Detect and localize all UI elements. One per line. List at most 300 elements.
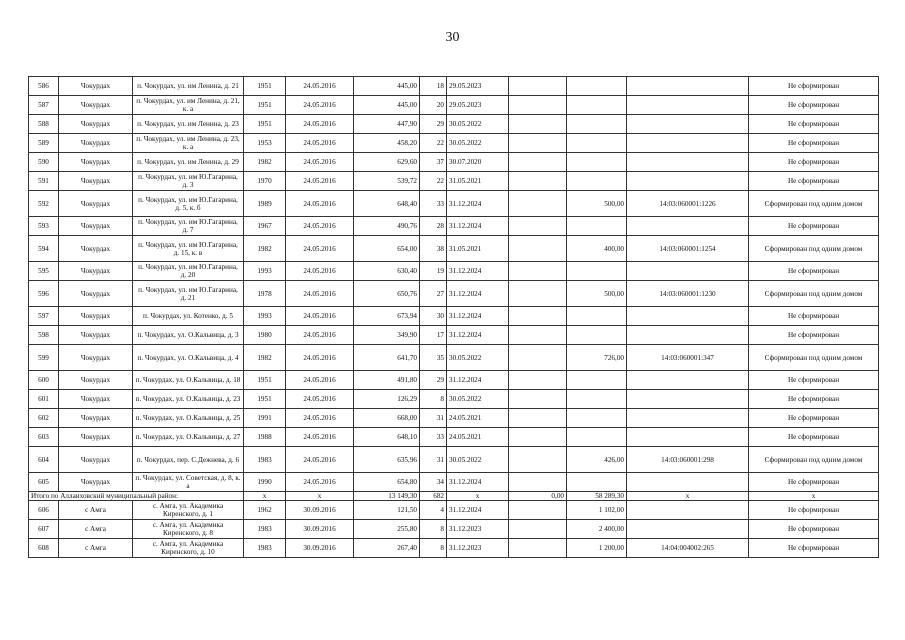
land-area-cell: [567, 134, 627, 153]
cadastral-number-cell: [627, 326, 749, 345]
locality-cell: Чокурдах: [59, 115, 133, 134]
inspection-date-cell: 24.05.2016: [286, 428, 354, 447]
residents-cell: 27: [420, 281, 447, 307]
row-number-cell: 587: [29, 96, 59, 115]
build-year-cell: 1982: [244, 345, 286, 371]
build-year-cell: 1982: [244, 153, 286, 172]
land-status-cell: Не сформирован: [749, 172, 879, 191]
table-row: [29, 172, 879, 191]
locality-cell: Чокурдах: [59, 191, 133, 217]
cadastral-number-cell: [627, 77, 749, 96]
build-year-cell: 1982: [244, 236, 286, 262]
residents-cell: 4: [420, 501, 447, 520]
build-year-cell: 1951: [244, 371, 286, 390]
amount-1-cell: [509, 409, 567, 428]
row-number-cell: 594: [29, 236, 59, 262]
table-row: [29, 134, 879, 153]
land-area-cell: [567, 217, 627, 236]
area-cell: 654,80: [354, 473, 420, 492]
table-row: [29, 501, 879, 520]
area-cell: 630,40: [354, 262, 420, 281]
locality-cell: Чокурдах: [59, 409, 133, 428]
area-cell: 673,94: [354, 307, 420, 326]
cadastral-number-cell: 14:03:060001:347: [627, 345, 749, 371]
address-cell: п. Чокурдах, ул. Советская, д. 8, к. а: [133, 473, 244, 492]
inspection-date-cell: 24.05.2016: [286, 390, 354, 409]
land-status-cell: Не сформирован: [749, 307, 879, 326]
land-status-cell: Не сформирован: [749, 134, 879, 153]
deadline-cell: 31.12.2024: [447, 281, 509, 307]
land-status-cell: Не сформирован: [749, 217, 879, 236]
residents-cell: 28: [420, 217, 447, 236]
amount-1-cell: [509, 262, 567, 281]
total-col9: 0,00: [509, 492, 567, 501]
amount-1-cell: [509, 281, 567, 307]
address-cell: п. Чокурдах, ул. им Ю.Гагарина, д. 7: [133, 217, 244, 236]
deadline-cell: 31.12.2024: [447, 501, 509, 520]
row-number-cell: 599: [29, 345, 59, 371]
table-row: [29, 191, 879, 217]
area-cell: 445,00: [354, 77, 420, 96]
table-row: [29, 447, 879, 473]
cadastral-number-cell: [627, 409, 749, 428]
locality-cell: с Амга: [59, 520, 133, 539]
build-year-cell: 1978: [244, 281, 286, 307]
residents-cell: 19: [420, 262, 447, 281]
locality-cell: Чокурдах: [59, 281, 133, 307]
locality-cell: Чокурдах: [59, 217, 133, 236]
address-cell: п. Чокурдах, ул. им Ю.Гагарина, д. 5, к. б: [133, 191, 244, 217]
area-cell: 490,76: [354, 217, 420, 236]
land-area-cell: 2 400,00: [567, 520, 627, 539]
address-cell: п. Чокурдах, ул. им Ленина, д. 29: [133, 153, 244, 172]
deadline-cell: 30.07.2020: [447, 153, 509, 172]
residents-cell: 22: [420, 172, 447, 191]
row-number-cell: 589: [29, 134, 59, 153]
build-year-cell: 1980: [244, 326, 286, 345]
build-year-cell: 1983: [244, 447, 286, 473]
locality-cell: Чокурдах: [59, 236, 133, 262]
inspection-date-cell: 24.05.2016: [286, 371, 354, 390]
deadline-cell: 30.05.2022: [447, 345, 509, 371]
table-row: [29, 326, 879, 345]
address-cell: п. Чокурдах, ул. им Ленина, д. 23, к. а: [133, 134, 244, 153]
row-number-cell: 592: [29, 191, 59, 217]
cadastral-number-cell: [627, 390, 749, 409]
table-row: [29, 520, 879, 539]
cadastral-number-cell: 14:03:060001:1230: [627, 281, 749, 307]
locality-cell: с Амга: [59, 539, 133, 558]
row-number-cell: 605: [29, 473, 59, 492]
area-cell: 654,00: [354, 236, 420, 262]
inspection-date-cell: 24.05.2016: [286, 345, 354, 371]
build-year-cell: 1993: [244, 307, 286, 326]
row-number-cell: 586: [29, 77, 59, 96]
area-cell: 539,72: [354, 172, 420, 191]
cadastral-number-cell: [627, 172, 749, 191]
land-area-cell: 1 102,00: [567, 501, 627, 520]
inspection-date-cell: 24.05.2016: [286, 236, 354, 262]
row-number-cell: 602: [29, 409, 59, 428]
locality-cell: Чокурдах: [59, 77, 133, 96]
total-people: 682: [420, 492, 447, 501]
row-number-cell: 604: [29, 447, 59, 473]
land-status-cell: Сформирован под одним домом: [749, 345, 879, 371]
area-cell: 629,60: [354, 153, 420, 172]
inspection-date-cell: 24.05.2016: [286, 191, 354, 217]
locality-cell: Чокурдах: [59, 428, 133, 447]
build-year-cell: 1991: [244, 409, 286, 428]
row-number-cell: 603: [29, 428, 59, 447]
deadline-cell: 31.12.2024: [447, 191, 509, 217]
row-number-cell: 600: [29, 371, 59, 390]
amount-1-cell: [509, 77, 567, 96]
total-status: x: [749, 492, 879, 501]
residents-cell: 29: [420, 115, 447, 134]
inspection-date-cell: 24.05.2016: [286, 326, 354, 345]
deadline-cell: 31.12.2023: [447, 520, 509, 539]
land-status-cell: Не сформирован: [749, 326, 879, 345]
land-status-cell: Сформирован под одним домом: [749, 236, 879, 262]
row-number-cell: 607: [29, 520, 59, 539]
inspection-date-cell: 24.05.2016: [286, 217, 354, 236]
amount-1-cell: [509, 473, 567, 492]
deadline-cell: 24.05.2021: [447, 409, 509, 428]
inspection-date-cell: 24.05.2016: [286, 262, 354, 281]
total-area: 13 149,30: [354, 492, 420, 501]
address-cell: п. Чокурдах, ул. им Ленина, д. 21, к. а: [133, 96, 244, 115]
cadastral-number-cell: [627, 153, 749, 172]
land-status-cell: Не сформирован: [749, 115, 879, 134]
amount-1-cell: [509, 345, 567, 371]
table-row: [29, 77, 879, 96]
area-cell: 491,80: [354, 371, 420, 390]
land-area-cell: [567, 77, 627, 96]
land-status-cell: Сформирован под одним домом: [749, 281, 879, 307]
table-row: [29, 409, 879, 428]
table-row: [29, 217, 879, 236]
land-area-cell: [567, 371, 627, 390]
residents-cell: 8: [420, 520, 447, 539]
cadastral-number-cell: [627, 473, 749, 492]
housing-registry-table: [28, 76, 879, 558]
row-number-cell: 601: [29, 390, 59, 409]
build-year-cell: 1983: [244, 539, 286, 558]
cadastral-number-cell: [627, 115, 749, 134]
deadline-cell: 31.12.2024: [447, 473, 509, 492]
land-area-cell: [567, 172, 627, 191]
amount-1-cell: [509, 115, 567, 134]
address-cell: п. Чокурдах, ул. О.Кальвица, д. 4: [133, 345, 244, 371]
locality-cell: Чокурдах: [59, 390, 133, 409]
row-number-cell: 590: [29, 153, 59, 172]
amount-1-cell: [509, 326, 567, 345]
deadline-cell: 31.12.2024: [447, 371, 509, 390]
amount-1-cell: [509, 153, 567, 172]
land-area-cell: 726,00: [567, 345, 627, 371]
cadastral-number-cell: [627, 134, 749, 153]
address-cell: п. Чокурдах, ул. им Ю.Гагарина, д. 20: [133, 262, 244, 281]
land-status-cell: Не сформирован: [749, 501, 879, 520]
residents-cell: 31: [420, 447, 447, 473]
land-status-cell: Не сформирован: [749, 473, 879, 492]
total-label: Итого по Аллаиховский муниципальный район:: [29, 492, 244, 501]
land-area-cell: [567, 473, 627, 492]
deadline-cell: 30.05.2022: [447, 447, 509, 473]
build-year-cell: 1983: [244, 520, 286, 539]
build-year-cell: 1988: [244, 428, 286, 447]
build-year-cell: 1989: [244, 191, 286, 217]
page-number: 30: [445, 30, 460, 45]
land-status-cell: Не сформирован: [749, 428, 879, 447]
cadastral-number-cell: [627, 262, 749, 281]
build-year-cell: 1967: [244, 217, 286, 236]
table-row: [29, 428, 879, 447]
land-area-cell: [567, 428, 627, 447]
address-cell: п. Чокурдах, ул. им Ленина, д. 21: [133, 77, 244, 96]
residents-cell: 17: [420, 326, 447, 345]
build-year-cell: 1953: [244, 134, 286, 153]
land-status-cell: Сформирован под одним домом: [749, 447, 879, 473]
deadline-cell: 30.05.2022: [447, 134, 509, 153]
build-year-cell: 1951: [244, 390, 286, 409]
build-year-cell: 1962: [244, 501, 286, 520]
build-year-cell: 1951: [244, 77, 286, 96]
address-cell: п. Чокурдах, ул. им Ю.Гагарина, д. 21: [133, 281, 244, 307]
cadastral-number-cell: 14:03:060001:298: [627, 447, 749, 473]
total-col10: 58 289,30: [567, 492, 627, 501]
address-cell: п. Чокурдах, пер. С.Дежнева, д. 6: [133, 447, 244, 473]
land-area-cell: [567, 115, 627, 134]
land-area-cell: 426,00: [567, 447, 627, 473]
inspection-date-cell: 30.09.2016: [286, 539, 354, 558]
row-number-cell: 606: [29, 501, 59, 520]
inspection-date-cell: 24.05.2016: [286, 77, 354, 96]
build-year-cell: 1951: [244, 96, 286, 115]
area-cell: 668,00: [354, 409, 420, 428]
land-area-cell: 500,00: [567, 281, 627, 307]
row-number-cell: 593: [29, 217, 59, 236]
amount-1-cell: [509, 428, 567, 447]
inspection-date-cell: 24.05.2016: [286, 153, 354, 172]
area-cell: 648,10: [354, 428, 420, 447]
address-cell: п. Чокурдах, ул. О.Кальвица, д. 3: [133, 326, 244, 345]
deadline-cell: 24.05.2021: [447, 428, 509, 447]
land-status-cell: Сформирован под одним домом: [749, 191, 879, 217]
total-col11: x: [627, 492, 749, 501]
cadastral-number-cell: [627, 217, 749, 236]
amount-1-cell: [509, 371, 567, 390]
total-year: x: [244, 492, 286, 501]
cadastral-number-cell: [627, 96, 749, 115]
address-cell: п. Чокурдах, ул. им Ленина, д. 23: [133, 115, 244, 134]
row-number-cell: 608: [29, 539, 59, 558]
deadline-cell: 31.12.2023: [447, 539, 509, 558]
land-status-cell: Не сформирован: [749, 371, 879, 390]
address-cell: п. Чокурдах, ул. О.Кальвица, д. 25: [133, 409, 244, 428]
locality-cell: Чокурдах: [59, 326, 133, 345]
land-area-cell: 500,00: [567, 191, 627, 217]
land-area-cell: 1 200,00: [567, 539, 627, 558]
table-row: [29, 236, 879, 262]
row-number-cell: 597: [29, 307, 59, 326]
area-cell: 447,90: [354, 115, 420, 134]
land-area-cell: [567, 262, 627, 281]
residents-cell: 38: [420, 236, 447, 262]
land-status-cell: Не сформирован: [749, 96, 879, 115]
cadastral-number-cell: [627, 501, 749, 520]
locality-cell: Чокурдах: [59, 134, 133, 153]
land-status-cell: Не сформирован: [749, 153, 879, 172]
deadline-cell: 30.05.2022: [447, 115, 509, 134]
area-cell: 126,29: [354, 390, 420, 409]
land-area-cell: [567, 326, 627, 345]
table-row: [29, 281, 879, 307]
inspection-date-cell: 24.05.2016: [286, 96, 354, 115]
cadastral-number-cell: 14:03:060001:1254: [627, 236, 749, 262]
table-row: [29, 153, 879, 172]
table-row: [29, 473, 879, 492]
deadline-cell: 29.05.2023: [447, 96, 509, 115]
residents-cell: 22: [420, 134, 447, 153]
land-status-cell: Не сформирован: [749, 520, 879, 539]
table-row: [29, 390, 879, 409]
build-year-cell: 1970: [244, 172, 286, 191]
residents-cell: 33: [420, 428, 447, 447]
locality-cell: Чокурдах: [59, 345, 133, 371]
address-cell: с. Амга, ул. Академика Киренского, д. 10: [133, 539, 244, 558]
deadline-cell: 31.12.2024: [447, 326, 509, 345]
land-status-cell: Не сформирован: [749, 262, 879, 281]
amount-1-cell: [509, 191, 567, 217]
residents-cell: 35: [420, 345, 447, 371]
deadline-cell: 29.05.2023: [447, 77, 509, 96]
deadline-cell: 31.05.2021: [447, 236, 509, 262]
inspection-date-cell: 24.05.2016: [286, 307, 354, 326]
residents-cell: 20: [420, 96, 447, 115]
locality-cell: Чокурдах: [59, 262, 133, 281]
amount-1-cell: [509, 390, 567, 409]
inspection-date-cell: 24.05.2016: [286, 281, 354, 307]
land-status-cell: Не сформирован: [749, 409, 879, 428]
address-cell: с. Амга, ул. Академика Киренского, д. 8: [133, 520, 244, 539]
area-cell: 255,80: [354, 520, 420, 539]
land-area-cell: [567, 153, 627, 172]
residents-cell: 31: [420, 409, 447, 428]
residents-cell: 30: [420, 307, 447, 326]
address-cell: п. Чокурдах, ул. им Ю.Гагарина, д. 15, к. в: [133, 236, 244, 262]
residents-cell: 37: [420, 153, 447, 172]
locality-cell: Чокурдах: [59, 447, 133, 473]
land-status-cell: Не сформирован: [749, 77, 879, 96]
locality-cell: Чокурдах: [59, 153, 133, 172]
locality-cell: Чокурдах: [59, 371, 133, 390]
area-cell: 121,50: [354, 501, 420, 520]
address-cell: п. Чокурдах, ул. Котенко, д. 5: [133, 307, 244, 326]
area-cell: 445,00: [354, 96, 420, 115]
cadastral-number-cell: [627, 371, 749, 390]
build-year-cell: 1990: [244, 473, 286, 492]
table-row: [29, 539, 879, 558]
deadline-cell: 31.12.2024: [447, 262, 509, 281]
row-number-cell: 595: [29, 262, 59, 281]
residents-cell: 8: [420, 390, 447, 409]
row-number-cell: 588: [29, 115, 59, 134]
area-cell: 641,70: [354, 345, 420, 371]
inspection-date-cell: 30.09.2016: [286, 520, 354, 539]
inspection-date-cell: 24.05.2016: [286, 134, 354, 153]
land-area-cell: 400,00: [567, 236, 627, 262]
deadline-cell: 30.05.2022: [447, 390, 509, 409]
land-area-cell: [567, 96, 627, 115]
amount-1-cell: [509, 172, 567, 191]
amount-1-cell: [509, 520, 567, 539]
amount-1-cell: [509, 501, 567, 520]
residents-cell: 34: [420, 473, 447, 492]
inspection-date-cell: 30.09.2016: [286, 501, 354, 520]
row-number-cell: 591: [29, 172, 59, 191]
address-cell: п. Чокурдах, ул. О.Кальвица, д. 18: [133, 371, 244, 390]
inspection-date-cell: 24.05.2016: [286, 115, 354, 134]
land-area-cell: [567, 307, 627, 326]
cadastral-number-cell: [627, 428, 749, 447]
table-row: [29, 345, 879, 371]
cadastral-number-cell: 14:04:004002:265: [627, 539, 749, 558]
locality-cell: с Амга: [59, 501, 133, 520]
total-row: [29, 492, 879, 501]
deadline-cell: 31.05.2021: [447, 172, 509, 191]
residents-cell: 8: [420, 539, 447, 558]
locality-cell: Чокурдах: [59, 172, 133, 191]
table-row: [29, 96, 879, 115]
table-row: [29, 371, 879, 390]
area-cell: 267,40: [354, 539, 420, 558]
amount-1-cell: [509, 236, 567, 262]
amount-1-cell: [509, 539, 567, 558]
inspection-date-cell: 24.05.2016: [286, 172, 354, 191]
deadline-cell: 31.12.2024: [447, 307, 509, 326]
inspection-date-cell: 24.05.2016: [286, 473, 354, 492]
inspection-date-cell: 24.05.2016: [286, 447, 354, 473]
cadastral-number-cell: [627, 307, 749, 326]
build-year-cell: 1993: [244, 262, 286, 281]
deadline-cell: 31.12.2024: [447, 217, 509, 236]
area-cell: 458,20: [354, 134, 420, 153]
table-row: [29, 262, 879, 281]
total-date: x: [286, 492, 354, 501]
table-row: [29, 115, 879, 134]
total-deadline: x: [447, 492, 509, 501]
residents-cell: 33: [420, 191, 447, 217]
land-status-cell: Не сформирован: [749, 539, 879, 558]
address-cell: п. Чокурдах, ул. О.Кальвица, д. 23: [133, 390, 244, 409]
cadastral-number-cell: 14:03:060001:1226: [627, 191, 749, 217]
area-cell: 650,76: [354, 281, 420, 307]
amount-1-cell: [509, 96, 567, 115]
address-cell: п. Чокурдах, ул. О.Кальвица, д. 27: [133, 428, 244, 447]
build-year-cell: 1951: [244, 115, 286, 134]
land-status-cell: Не сформирован: [749, 390, 879, 409]
inspection-date-cell: 24.05.2016: [286, 409, 354, 428]
address-cell: п. Чокурдах, ул. им Ю.Гагарина, д. 3: [133, 172, 244, 191]
land-area-cell: [567, 390, 627, 409]
area-cell: 648,40: [354, 191, 420, 217]
amount-1-cell: [509, 134, 567, 153]
address-cell: с. Амга, ул. Академика Киренского, д. 1: [133, 501, 244, 520]
locality-cell: Чокурдах: [59, 307, 133, 326]
amount-1-cell: [509, 447, 567, 473]
row-number-cell: 598: [29, 326, 59, 345]
